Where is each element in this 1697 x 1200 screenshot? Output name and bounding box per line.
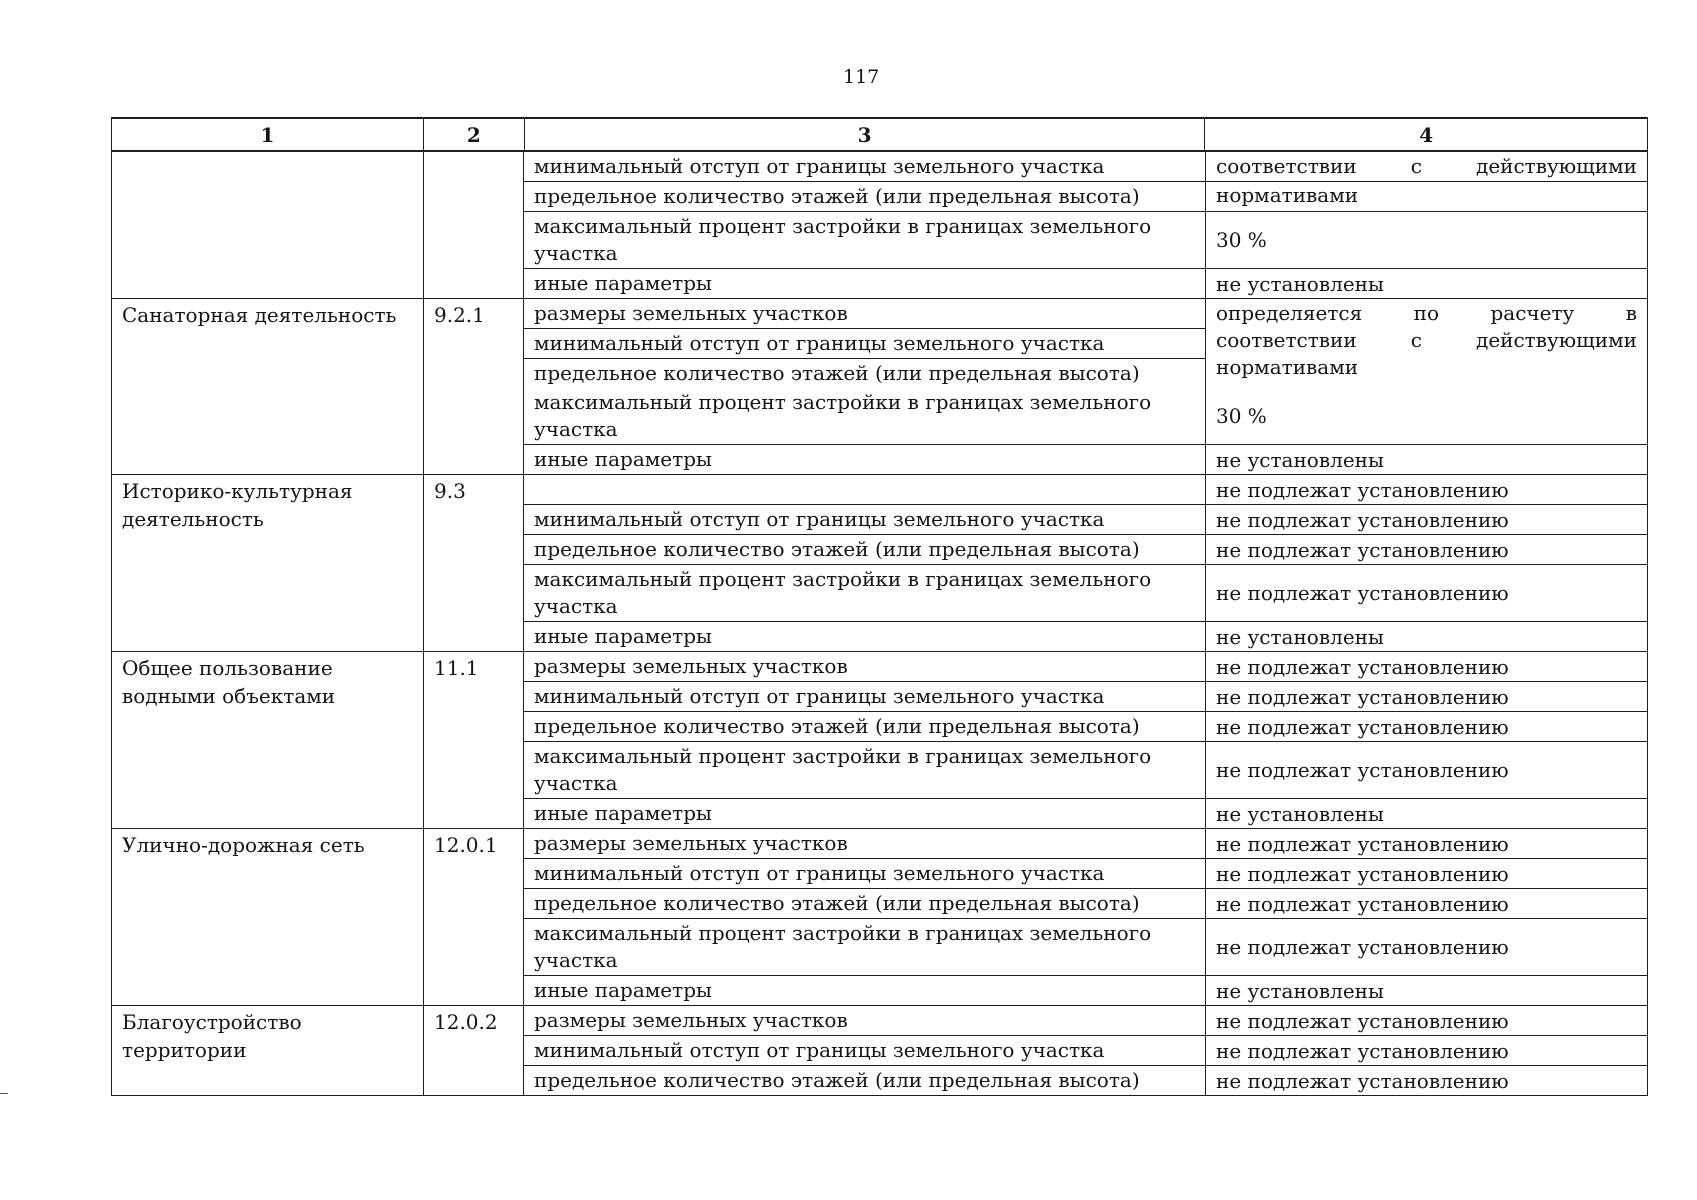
parameter-cell: минимальный отступ от границы земельного участка	[523, 329, 1205, 358]
column-header-2: 2	[423, 119, 524, 150]
group-name-cell	[111, 152, 423, 298]
table-row	[523, 1006, 1648, 1035]
parameter-cell: размеры земельных участков	[523, 829, 1205, 858]
value-cell: не подлежат установлению	[1205, 1036, 1648, 1065]
parameter-cell: иные параметры	[523, 799, 1205, 828]
parameter-list	[523, 152, 1648, 298]
parameter-cell: минимальный отступ от границы земельного участка	[523, 859, 1205, 888]
table-row	[523, 268, 1648, 298]
value-cell: не подлежат установлению	[1205, 859, 1648, 888]
value-text: соответствии с действующими	[1216, 328, 1637, 352]
parameter-list	[523, 1006, 1648, 1095]
table-row	[523, 328, 1205, 358]
parameter-cell	[523, 475, 1205, 504]
page-number: 117	[843, 66, 880, 88]
value-cell: не подлежат установлению	[1205, 742, 1648, 798]
table-group	[111, 475, 1648, 652]
table-row	[523, 388, 1648, 444]
table-row	[523, 358, 1205, 388]
value-cell: не подлежат установлению	[1205, 475, 1648, 504]
parameter-text: максимальный процент застройки в границах земельного участка	[534, 921, 1152, 972]
parameter-cell: размеры земельных участков	[523, 299, 1205, 328]
parameter-cell: предельное количество этажей (или предельная высота)	[523, 712, 1205, 741]
parameter-cell	[523, 388, 1205, 444]
table-row	[523, 181, 1648, 211]
column-header-3: 3	[524, 119, 1205, 150]
table-row	[523, 918, 1648, 975]
group-code-cell: 12.0.1	[423, 829, 523, 1005]
parameter-cell: иные параметры	[523, 269, 1205, 298]
table-group	[111, 152, 1648, 299]
column-header-1: 1	[111, 119, 423, 150]
parameter-cell: предельное количество этажей (или предельная высота)	[523, 359, 1205, 388]
parameter-cell: иные параметры	[523, 976, 1205, 1005]
value-cell: 30 %	[1205, 212, 1648, 268]
parameter-text: максимальный процент застройки в границах земельного участка	[534, 567, 1152, 618]
parameter-list	[523, 829, 1648, 1005]
value-cell: не подлежат установлению	[1205, 1006, 1648, 1035]
table-group	[111, 1006, 1648, 1096]
table-row	[523, 975, 1648, 1005]
group-name-cell: Общее пользование водными объектами	[111, 652, 423, 828]
group-name-cell: Санаторная деятельность	[111, 299, 423, 474]
value-cell: не установлены	[1205, 269, 1648, 298]
parameter-list	[523, 652, 1648, 828]
parameter-stack	[523, 299, 1205, 388]
table-row	[523, 475, 1648, 504]
value-text: нормативами	[1216, 355, 1359, 379]
table-row	[523, 741, 1648, 798]
table-row	[523, 858, 1648, 888]
table-row	[523, 681, 1648, 711]
table-row	[523, 798, 1648, 828]
table-group	[111, 299, 1648, 475]
parameter-cell: максимальный процент застройки в границах земельного участка	[523, 742, 1205, 798]
table-row	[523, 652, 1648, 681]
group-name-cell: Благоустройство территории	[111, 1006, 423, 1095]
column-header-4: 4	[1204, 119, 1648, 150]
parameter-text: максимальный процент застройки в границах земельного участка	[534, 214, 1152, 265]
group-code-cell: 12.0.2	[423, 1006, 523, 1095]
value-cell: не установлены	[1205, 622, 1648, 651]
table-row	[523, 534, 1648, 564]
table-row	[523, 1035, 1648, 1065]
value-cell: не установлены	[1205, 976, 1648, 1005]
group-code-cell: 9.3	[423, 475, 523, 651]
table-row	[523, 711, 1648, 741]
table-row	[523, 152, 1648, 181]
merged-value-block	[523, 299, 1648, 388]
group-name-cell: Улично-дорожная сеть	[111, 829, 423, 1005]
table-group	[111, 652, 1648, 829]
value-cell: 30 %	[1205, 388, 1648, 444]
value-cell: не подлежат установлению	[1205, 505, 1648, 534]
value-cell: не подлежат установлению	[1205, 889, 1648, 918]
value-cell	[1205, 152, 1648, 181]
parameter-cell: размеры земельных участков	[523, 1006, 1205, 1035]
value-cell: не подлежат установлению	[1205, 829, 1648, 858]
value-cell: нормативами	[1205, 181, 1648, 212]
parameter-cell: минимальный отступ от границы земельного участка	[523, 152, 1205, 181]
parameter-cell: иные параметры	[523, 445, 1205, 474]
value-text: соответствии с действующими	[1216, 154, 1637, 178]
parameter-cell: иные параметры	[523, 622, 1205, 651]
parameter-cell: минимальный отступ от границы земельного участка	[523, 1036, 1205, 1065]
parameter-cell: предельное количество этажей (или предельная высота)	[523, 1066, 1205, 1095]
value-cell: не подлежат установлению	[1205, 535, 1648, 564]
table-row	[523, 564, 1648, 621]
parameter-cell: минимальный отступ от границы земельного участка	[523, 505, 1205, 534]
parameter-cell: предельное количество этажей (или предельная высота)	[523, 182, 1205, 211]
value-cell: не подлежат установлению	[1205, 682, 1648, 711]
value-cell: не установлены	[1205, 799, 1648, 828]
parameter-cell: предельное количество этажей (или предельная высота)	[523, 889, 1205, 918]
parameter-cell	[523, 565, 1205, 621]
parameter-cell: размеры земельных участков	[523, 652, 1205, 681]
value-text: определяется по расчету в	[1216, 301, 1637, 325]
value-cell: не подлежат установлению	[1205, 565, 1648, 621]
table-row	[523, 621, 1648, 651]
value-cell: не подлежат установлению	[1205, 919, 1648, 975]
value-cell: не установлены	[1205, 445, 1648, 474]
group-code-cell: 11.1	[423, 652, 523, 828]
parameter-list	[523, 299, 1648, 474]
group-code-cell: 9.2.1	[423, 299, 523, 474]
parameter-cell: предельное количество этажей (или предельная высота)	[523, 535, 1205, 564]
parameter-cell	[523, 919, 1205, 975]
parameter-text: максимальный процент застройки в границах земельного участка	[534, 390, 1152, 441]
merged-value-cell	[1205, 299, 1648, 388]
table-row	[523, 299, 1205, 328]
table-row	[523, 444, 1648, 474]
group-code-cell	[423, 152, 523, 298]
table-row	[523, 504, 1648, 534]
table-group	[111, 829, 1648, 1006]
table-row	[523, 211, 1648, 268]
group-name-cell: Историко-культурная деятельность	[111, 475, 423, 651]
parameters-table	[111, 117, 1648, 1096]
value-cell: не подлежат установлению	[1205, 652, 1648, 681]
table-header-row	[111, 117, 1648, 152]
parameter-cell	[523, 212, 1205, 268]
table-row	[523, 1065, 1648, 1095]
parameter-list	[523, 475, 1648, 651]
value-cell: не подлежат установлению	[1205, 712, 1648, 741]
value-cell: не подлежат установлению	[1205, 1066, 1648, 1095]
scan-edge-mark	[0, 1093, 8, 1094]
table-row	[523, 888, 1648, 918]
parameter-cell: минимальный отступ от границы земельного участка	[523, 682, 1205, 711]
table-row	[523, 829, 1648, 858]
